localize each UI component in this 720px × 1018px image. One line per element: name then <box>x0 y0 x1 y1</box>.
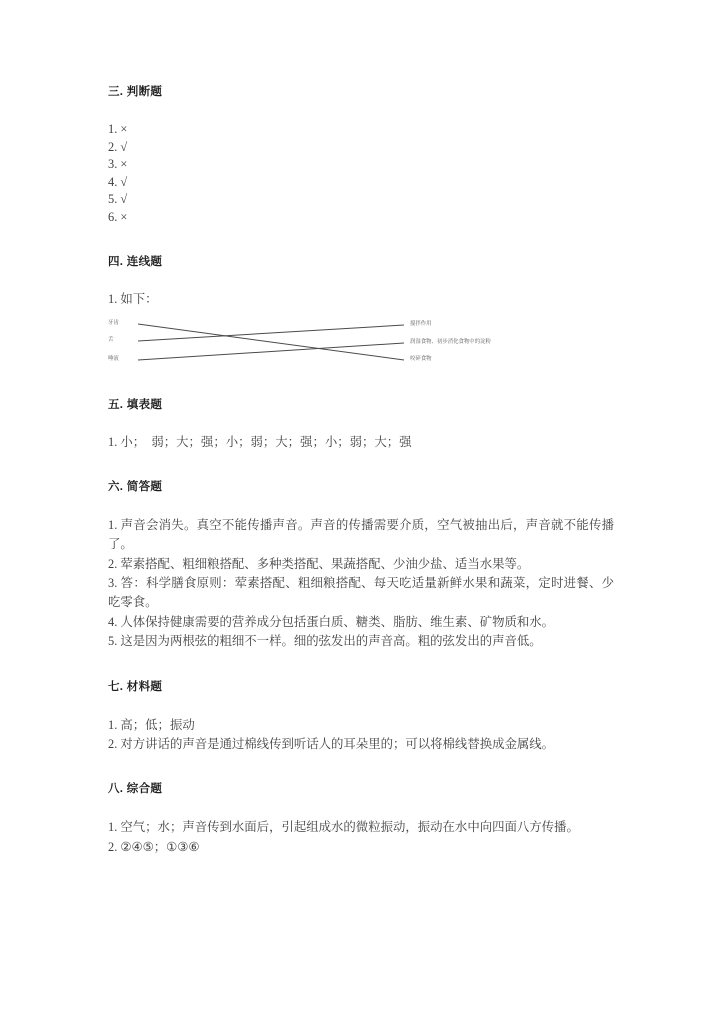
section-fill-table <box>108 397 614 452</box>
document-body <box>108 84 614 857</box>
answer-item: 1. × <box>108 122 128 136</box>
answer-paragraph: 1. 高；低；振动 <box>108 717 195 732</box>
answer-paragraph: 2. 对方讲话的声音是通过棉线传到听话人的耳朵里的；可以将棉线替换成金属线。 <box>108 737 555 751</box>
match-left-item: 唾液 <box>108 356 119 363</box>
section-heading-short-answer: 六. 简答题 <box>108 480 163 493</box>
section-matching <box>108 254 614 376</box>
answer-paragraph: 5. 这是因为两根弦的粗细不一样。细的弦发出的声音高。粗的弦发出的声音低。 <box>108 634 542 649</box>
match-right-item: 咬碎食物 <box>410 356 432 363</box>
match-line <box>138 343 404 360</box>
section-short-answer <box>108 479 614 652</box>
answer-item: 1. 小； 弱；大；强；小；弱；大；强；小；弱；大；强 <box>108 435 412 450</box>
answer-item: 6. × <box>108 209 128 224</box>
match-line <box>138 324 404 360</box>
match-right-item: 搅拌作用 <box>410 321 432 328</box>
answer-paragraph: 2. 荤素搭配、粗细粮搭配、多种类搭配、果蔬搭配、少油少盐、适当水果等。 <box>108 556 530 571</box>
answer-paragraph: 1. 声音会消失。真空不能传播声音。声音的传播需要介质，空气被抽出后，声音就不能传播了。 <box>108 517 614 552</box>
section-comprehensive <box>108 781 614 857</box>
section-material <box>108 679 614 755</box>
answer-paragraph: 3. 答：科学膳食原则：荤素搭配、粗细粮搭配、每天吃适量新鲜水果和蔬菜，定时进餐、少吃零食。 <box>108 575 614 610</box>
section-heading-judgement: 三. 判断题 <box>108 86 163 98</box>
section-heading-fill-table: 五. 填表题 <box>108 399 163 412</box>
answer-paragraph: 1. 空气；水；声音传到水面后，引起组成水的微粒振动，振动在水中向四面八方传播。 <box>108 820 579 835</box>
match-right-item: 润湿食物、初步消化食物中的淀粉 <box>410 339 491 346</box>
match-left-item: 舌 <box>108 337 114 344</box>
answer-item: 3. × <box>108 157 128 172</box>
matching-lead-text: 1. 如下： <box>108 291 158 306</box>
match-left-item: 牙齿 <box>108 320 119 327</box>
answer-item: 4. √ <box>108 174 128 189</box>
matching-diagram <box>108 317 568 375</box>
match-line <box>138 325 404 341</box>
section-heading-matching: 四. 连线题 <box>108 255 163 268</box>
section-judgement <box>108 84 614 227</box>
answer-item: 2. √ <box>108 139 128 154</box>
matching-lines-svg <box>108 317 568 375</box>
answer-item: 5. √ <box>108 192 128 207</box>
section-heading-comprehensive: 八. 综合题 <box>108 783 163 796</box>
section-heading-material: 七. 材料题 <box>108 680 163 693</box>
answer-paragraph: 2. ②④⑤；①③⑥ <box>108 839 200 854</box>
answer-paragraph: 4. 人体保持健康需要的营养成分包括蛋白质、糖类、脂肪、维生素、矿物质和水。 <box>108 614 555 629</box>
